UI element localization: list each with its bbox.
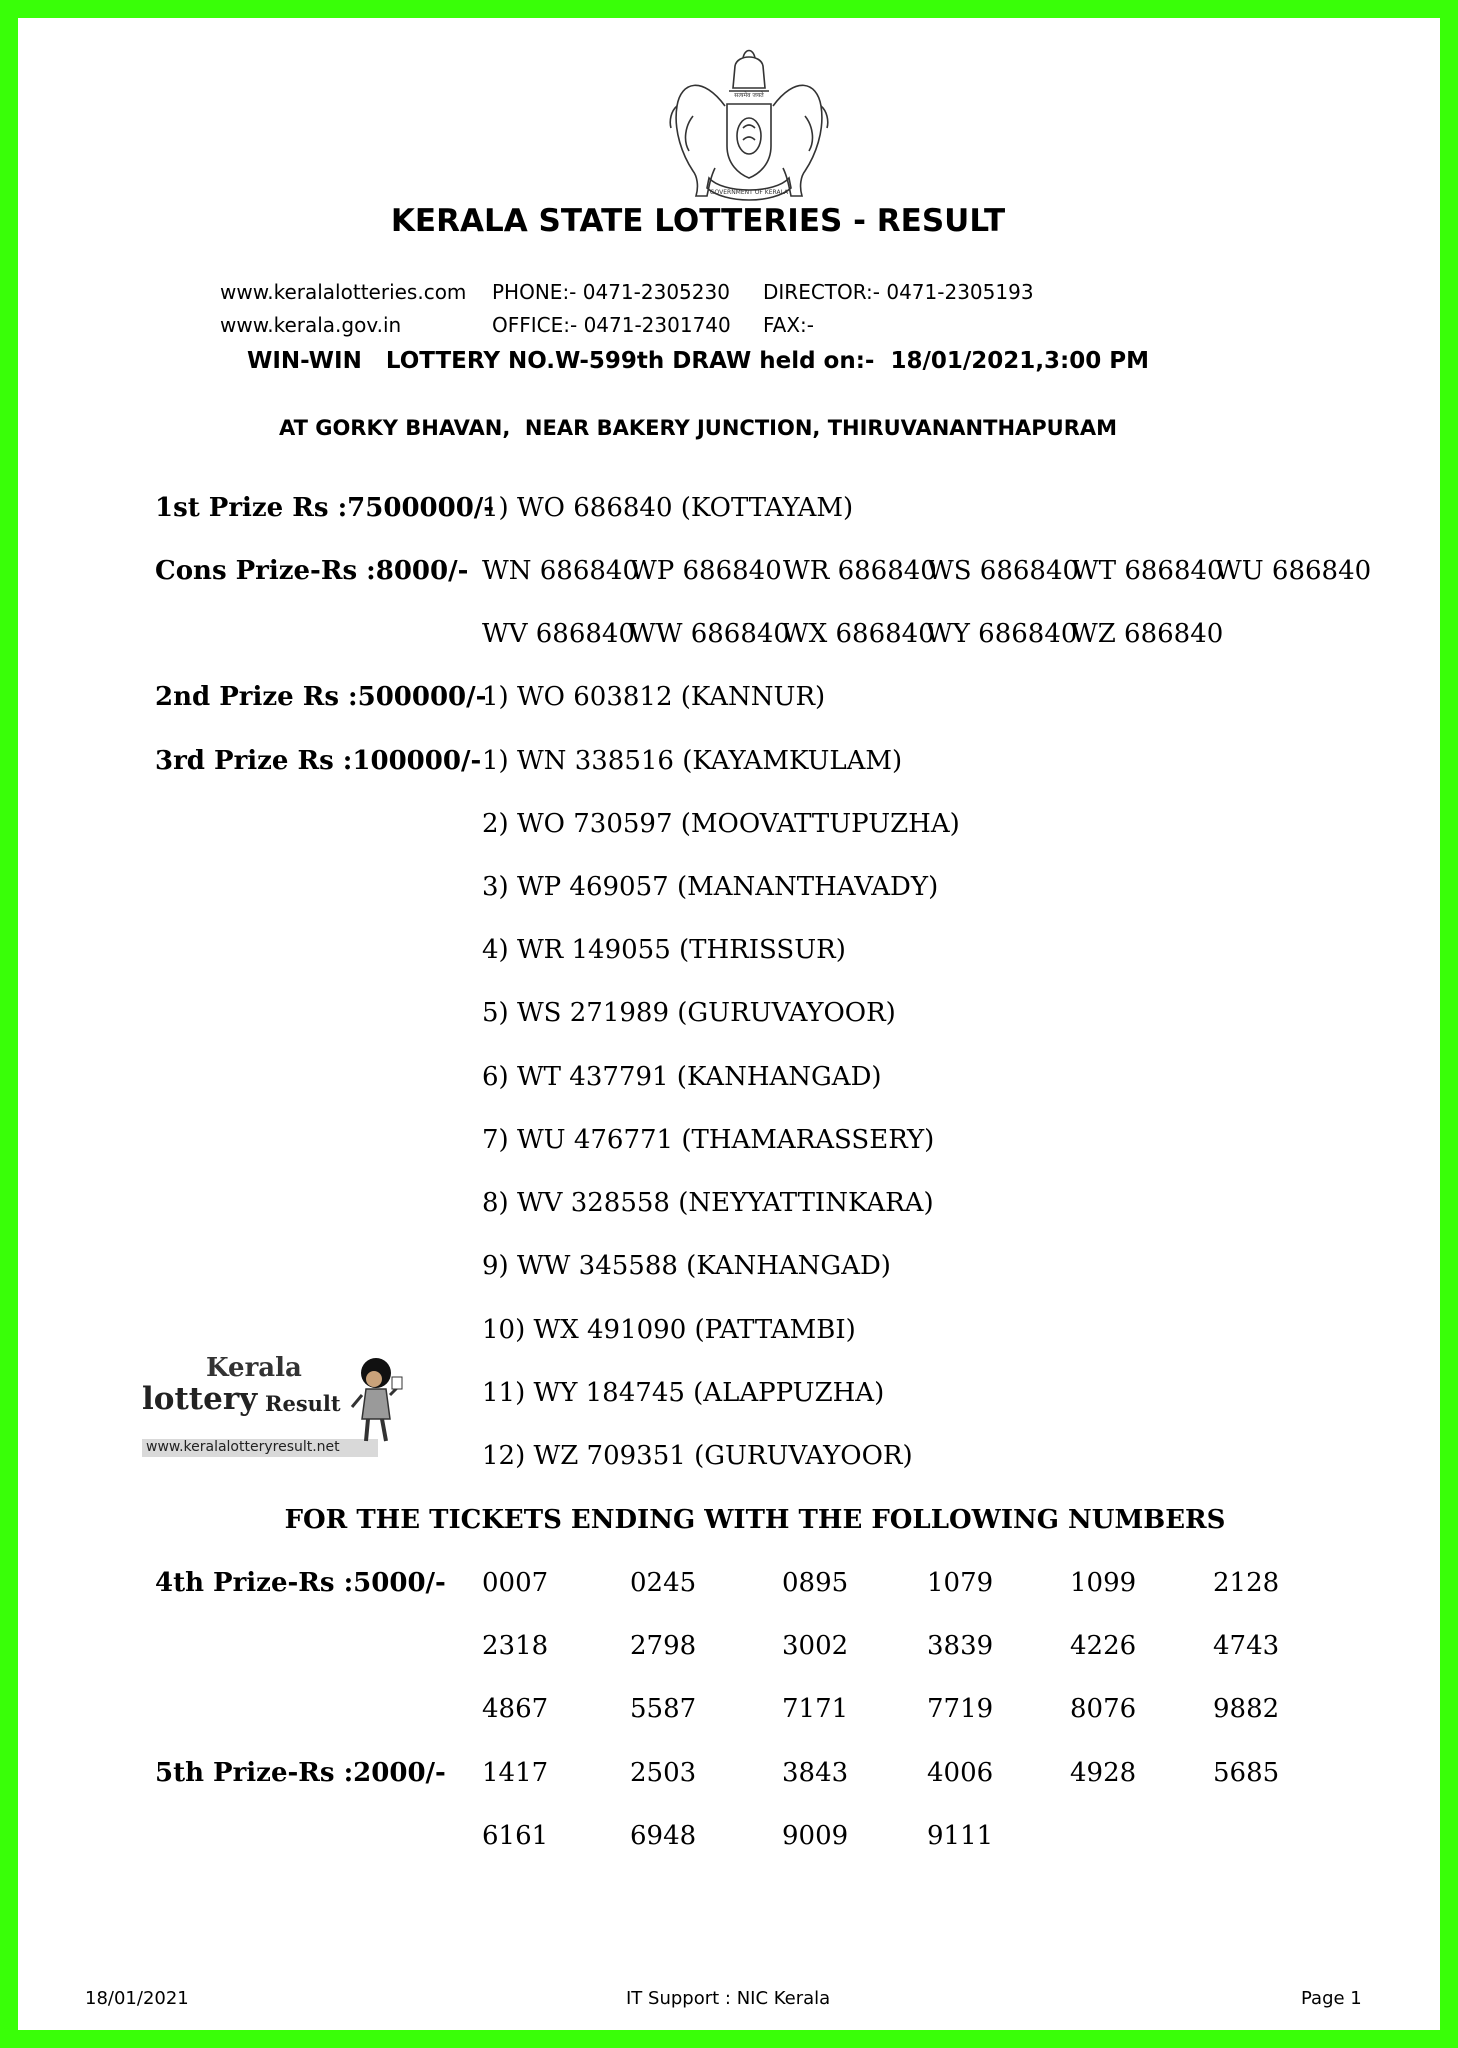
logo-text-kerala: Kerala [206, 1353, 302, 1383]
third-prize-winner: 11) WY 184745 (ALAPPUZHA) [482, 1378, 885, 1408]
third-prize-winner: 9) WW 345588 (KANHANGAD) [482, 1251, 891, 1281]
fourth-prize-number: 0245 [630, 1568, 697, 1598]
fifth-prize-number: 3843 [782, 1758, 849, 1788]
third-prize-winner: 7) WU 476771 (THAMARASSERY) [482, 1125, 935, 1155]
kerala-emblem-icon [663, 36, 835, 211]
third-prize-winner: 5) WS 271989 (GURUVAYOOR) [482, 998, 896, 1028]
fourth-prize-number: 4867 [482, 1694, 549, 1724]
fourth-prize-number: 3839 [927, 1631, 994, 1661]
third-prize-winner: 8) WV 328558 (NEYYATTINKARA) [482, 1188, 934, 1218]
fifth-prize-number: 2503 [630, 1758, 697, 1788]
phone-number: PHONE:- 0471-2305230 [492, 280, 730, 304]
fourth-prize-number: 9882 [1213, 1694, 1280, 1724]
fourth-prize-number: 2128 [1213, 1568, 1280, 1598]
third-prize-winner: 2) WO 730597 (MOOVATTUPUZHA) [482, 809, 960, 839]
logo-text-lottery: lottery [142, 1381, 258, 1417]
fifth-prize-label: 5th Prize-Rs :2000/- [155, 1758, 446, 1788]
logo-url: www.keralalotteryresult.net [146, 1439, 340, 1455]
fifth-prize-number: 9111 [927, 1821, 994, 1851]
consolation-prize-label: Cons Prize-Rs :8000/- [155, 556, 469, 586]
consolation-ticket: WS 686840 [927, 556, 1080, 586]
footer-date: 18/01/2021 [85, 1988, 189, 2009]
consolation-ticket: WW 686840 [629, 619, 790, 649]
fourth-prize-number: 7171 [782, 1694, 849, 1724]
consolation-ticket: WZ 686840 [1071, 619, 1224, 649]
fourth-prize-number: 8076 [1070, 1694, 1137, 1724]
fourth-prize-number: 7719 [927, 1694, 994, 1724]
ending-numbers-heading: FOR THE TICKETS ENDING WITH THE FOLLOWING NUMBERS [284, 1505, 1226, 1535]
kerala-lottery-result-logo [142, 1353, 412, 1463]
footer-support: IT Support : NIC Kerala [626, 1988, 831, 2009]
fourth-prize-number: 5587 [630, 1694, 697, 1724]
fourth-prize-number: 1079 [927, 1568, 994, 1598]
fifth-prize-number: 5685 [1213, 1758, 1280, 1788]
fourth-prize-number: 0895 [782, 1568, 849, 1598]
fourth-prize-number: 2798 [630, 1631, 697, 1661]
consolation-ticket: WV 686840 [482, 619, 636, 649]
consolation-ticket: WN 686840 [482, 556, 639, 586]
fourth-prize-number: 1099 [1070, 1568, 1137, 1598]
third-prize-winner: 1) WN 338516 (KAYAMKULAM) [482, 746, 903, 776]
fax-number: FAX:- [763, 313, 815, 337]
fourth-prize-label: 4th Prize-Rs :5000/- [155, 1568, 446, 1598]
fifth-prize-number: 9009 [782, 1821, 849, 1851]
page-title: KERALA STATE LOTTERIES - RESULT [390, 203, 1006, 239]
fifth-prize-number: 4006 [927, 1758, 994, 1788]
office-number: OFFICE:- 0471-2301740 [492, 313, 731, 337]
first-prize-winner: 1) WO 686840 (KOTTAYAM) [482, 493, 854, 523]
third-prize-winner: 6) WT 437791 (KANHANGAD) [482, 1062, 882, 1092]
consolation-ticket: WU 686840 [1215, 556, 1372, 586]
draw-venue: AT GORKY BHAVAN, NEAR BAKERY JUNCTION, THIRUVANANTHAPURAM [278, 416, 1118, 440]
third-prize-winner: 10) WX 491090 (PATTAMBI) [482, 1315, 856, 1345]
draw-info: WIN-WIN LOTTERY NO.W-599th DRAW held on:- 18/01/2021,3:00 PM [246, 348, 1150, 374]
fifth-prize-number: 6948 [630, 1821, 697, 1851]
first-prize-label: 1st Prize Rs :7500000/- [155, 493, 495, 523]
result-page [18, 18, 1440, 2030]
consolation-ticket: WP 686840 [630, 556, 782, 586]
fifth-prize-number: 1417 [482, 1758, 549, 1788]
lottery-mascot-icon [348, 1355, 404, 1445]
consolation-ticket: WT 686840 [1072, 556, 1224, 586]
fourth-prize-number: 2318 [482, 1631, 549, 1661]
emblem-ribbon-text: GOVERNMENT OF KERALA [709, 189, 789, 196]
fourth-prize-number: 4226 [1070, 1631, 1137, 1661]
consolation-ticket: WX 686840 [782, 619, 935, 649]
fourth-prize-number: 0007 [482, 1568, 549, 1598]
logo-text-result: Result [265, 1391, 341, 1416]
website-link-2[interactable]: www.kerala.gov.in [220, 313, 402, 337]
third-prize-winner: 4) WR 149055 (THRISSUR) [482, 935, 846, 965]
second-prize-winner: 1) WO 603812 (KANNUR) [482, 682, 826, 712]
emblem-motto: सत्यमेव जयते [734, 92, 764, 99]
website-link-1[interactable]: www.keralalotteries.com [220, 280, 467, 304]
fourth-prize-number: 3002 [782, 1631, 849, 1661]
consolation-ticket: WR 686840 [783, 556, 937, 586]
consolation-ticket: WY 686840 [926, 619, 1078, 649]
footer-page-number: Page 1 [1301, 1988, 1362, 2009]
second-prize-label: 2nd Prize Rs :500000/- [155, 682, 487, 712]
director-number: DIRECTOR:- 0471-2305193 [763, 280, 1034, 304]
third-prize-winner: 12) WZ 709351 (GURUVAYOOR) [482, 1441, 913, 1471]
third-prize-winner: 3) WP 469057 (MANANTHAVADY) [482, 872, 939, 902]
fifth-prize-number: 4928 [1070, 1758, 1137, 1788]
fourth-prize-number: 4743 [1213, 1631, 1280, 1661]
third-prize-label: 3rd Prize Rs :100000/- [155, 746, 482, 776]
fifth-prize-number: 6161 [482, 1821, 549, 1851]
